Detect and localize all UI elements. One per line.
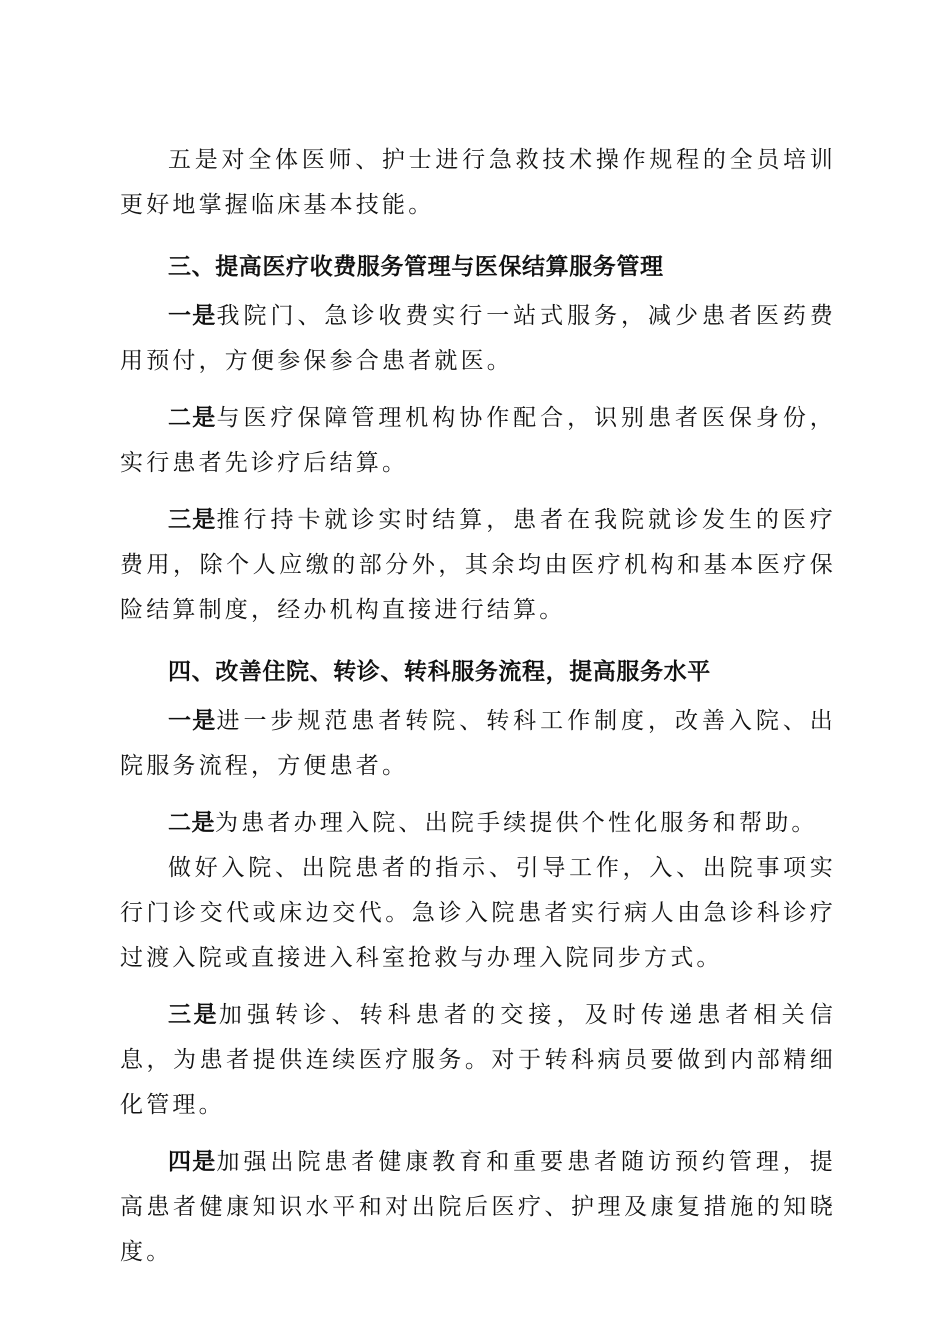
paragraph-handover	[120, 993, 836, 1128]
paragraph-transfer-rules	[120, 699, 836, 789]
paragraph-lead: 三是	[168, 1002, 219, 1028]
paragraph-training	[120, 138, 836, 228]
spacer	[120, 633, 836, 645]
spacer	[120, 384, 836, 396]
spacer	[120, 981, 836, 993]
paragraph-lead: 一是	[168, 708, 217, 734]
section-heading-4: 四、改善住院、转诊、转科服务流程，提高服务水平	[168, 659, 711, 685]
paragraph-text: 五是对全体医师、护士进行急救技术操作规程的全员培训更好地掌握临床基本技能。	[120, 147, 836, 218]
paragraph-lead: 二是	[168, 405, 217, 431]
paragraph-text: 加强出院患者健康教育和重要患者随访预约管理，提高患者健康知识水平和对出院后医疗、护理及康复措施的知晓度。	[120, 1149, 837, 1265]
paragraph-text: 与医疗保障管理机构协作配合，识别患者医保身份，实行患者先诊疗后结算。	[120, 405, 837, 476]
paragraph-lead: 一是	[168, 303, 217, 329]
paragraph-text: 推行持卡就诊实时结算，患者在我院就诊发生的医疗费用，除个人应缴的部分外，其余均由医疗机构和基本医疗保险结算制度，经办机构直接进行结算。	[120, 507, 837, 623]
paragraph-text: 我院门、急诊收费实行一站式服务，减少患者医药费用预付，方便参保参合患者就医。	[120, 303, 837, 374]
paragraph-guidance	[120, 846, 836, 981]
paragraph-personalized-service	[120, 801, 836, 846]
paragraph-insurance-cooperation	[120, 396, 836, 486]
spacer	[120, 486, 836, 498]
paragraph-lead: 二是	[168, 810, 215, 836]
paragraph-one-stop-service	[120, 294, 836, 384]
paragraph-card-settlement	[120, 498, 836, 633]
paragraph-text: 为患者办理入院、出院手续提供个性化服务和帮助。	[215, 810, 818, 836]
spacer	[120, 228, 836, 240]
paragraph-lead: 三是	[168, 507, 217, 533]
paragraph-health-education	[120, 1140, 836, 1275]
spacer	[120, 1128, 836, 1140]
paragraph-text: 加强转诊、转科患者的交接，及时传递患者相关信息，为患者提供连续医疗服务。对于转科病员要做到内部精细化管理。	[120, 1002, 837, 1118]
section-heading-3: 三、提高医疗收费服务管理与医保结算服务管理	[168, 254, 664, 280]
spacer	[120, 789, 836, 801]
paragraph-text: 进一步规范患者转院、转科工作制度，改善入院、出院服务流程，方便患者。	[120, 708, 837, 779]
document-body	[120, 138, 836, 1275]
paragraph-text: 做好入院、出院患者的指示、引导工作，入、出院事项实行门诊交代或床边交代。急诊入院患者实行病人由急诊科诊疗过渡入院或直接进入科室抢救与办理入院同步方式。	[120, 855, 836, 971]
paragraph-lead: 四是	[168, 1149, 217, 1175]
